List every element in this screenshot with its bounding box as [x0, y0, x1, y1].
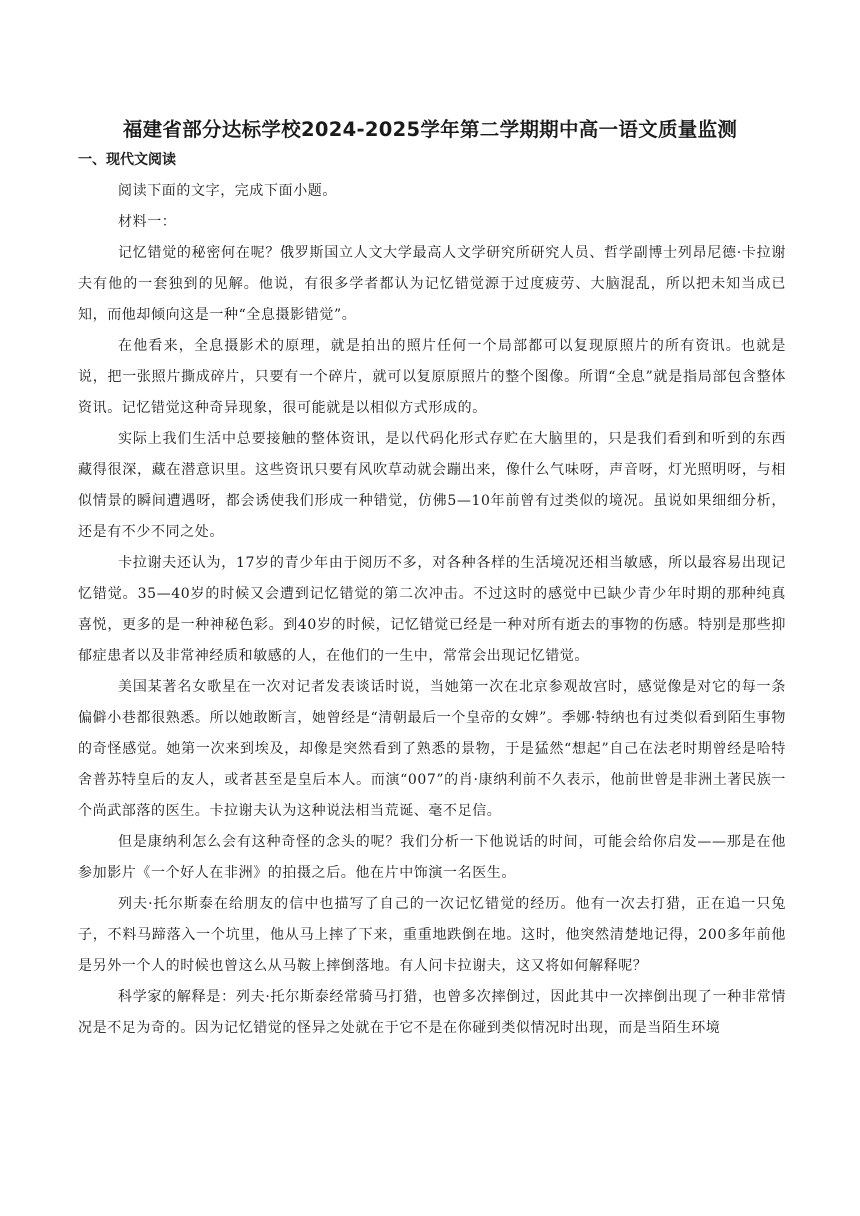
body-paragraph: 列夫·托尔斯泰在给朋友的信中也描写了自己的一次记忆错觉的经历。他有一次去打猎，正在追一只兔子，不料马蹄落入一个坑里，他从马上摔了下来，重重地跌倒在地。这时，他突然清楚地记得，200多年前他是另外一个人的时候也曾这么从马鞍上摔倒落地。有人问卡拉谢夫，这又将如何解释呢？	[78, 896, 786, 974]
document-title: 福建省部分达标学校2024-2025学年第二学期期中高一语文质量监测	[122, 118, 738, 141]
section-heading: 一、现代文阅读	[78, 152, 176, 168]
body-paragraph: 科学家的解释是：列夫·托尔斯泰经常骑马打猎，也曾多次摔倒过，因此其中一次摔倒出现了一种非常情况是不足为奇的。因为记忆错觉的怪异之处就在于它不是在你碰到类似情况时出现，而是当陌生环境	[78, 989, 786, 1036]
instruction-paragraph: 阅读下面的文字，完成下面小题。	[118, 183, 337, 199]
passage-body	[78, 176, 786, 1044]
body-paragraph: 实际上我们生活中总要接触的整体资讯，是以代码化形式存贮在大脑里的，只是我们看到和听到的东西藏得很深，藏在潜意识里。这些资讯只要有风吹草动就会蹦出来，像什么气味呀，声音呀，灯光照明呀，与相似情景的瞬间遭遇呀，都会诱使我们形成一种错觉，仿佛5—10年前曾有过类似的境况。虽说如果细细分析，还是有不少不同之处。	[78, 431, 786, 540]
material-label: 材料一：	[118, 214, 177, 230]
body-paragraph: 在他看来，全息摄影术的原理，就是拍出的照片任何一个局部都可以复现原照片的所有资讯。也就是说，把一张照片撕成碎片，只要有一个碎片，就可以复原原照片的整个图像。所谓“全息”就是指局部包含整体资讯。记忆错觉这种奇异现象，很可能就是以相似方式形成的。	[78, 338, 786, 416]
body-paragraph: 卡拉谢夫还认为，17岁的青少年由于阅历不多，对各种各样的生活境况还相当敏感，所以最容易出现记忆错觉。35—40岁的时候又会遭到记忆错觉的第二次冲击。不过这时的感觉中已缺少青少年时期的那种纯真喜悦，更多的是一种神秘色彩。到40岁的时候，记忆错觉已经是一种对所有逝去的事物的伤感。特别是那些抑郁症患者以及非常神经质和敏感的人，在他们的一生中，常常会出现记忆错觉。	[78, 555, 786, 664]
body-paragraph: 记忆错觉的秘密何在呢？俄罗斯国立人文大学最高人文学研究所研究人员、哲学副博士列昂尼德·卡拉谢夫有他的一套独到的见解。他说，有很多学者都认为记忆错觉源于过度疲劳、大脑混乱，所以把未知当成已知，而他却倾向这是一种“全息摄影错觉”。	[78, 245, 786, 323]
body-paragraph: 美国某著名女歌星在一次对记者发表谈话时说，当她第一次在北京参观故宫时，感觉像是对它的每一条偏僻小巷都很熟悉。所以她敢断言，她曾经是“清朝最后一个皇帝的女婢”。季娜·特纳也有过类似看到陌生事物的奇怪感觉。她第一次来到埃及，却像是突然看到了熟悉的景物，于是猛然“想起”自己在法老时期曾经是哈特舍普苏特皇后的友人，或者甚至是皇后本人。而演“007”的肖·康纳利前不久表示，他前世曾是非洲土著民族一个尚武部落的医生。卡拉谢夫认为这种说法相当荒诞、毫不足信。	[78, 679, 786, 819]
body-paragraph: 但是康纳利怎么会有这种奇怪的念头的呢？我们分析一下他说话的时间，可能会给你启发——那是在他参加影片《一个好人在非洲》的拍摄之后。他在片中饰演一名医生。	[78, 834, 786, 881]
